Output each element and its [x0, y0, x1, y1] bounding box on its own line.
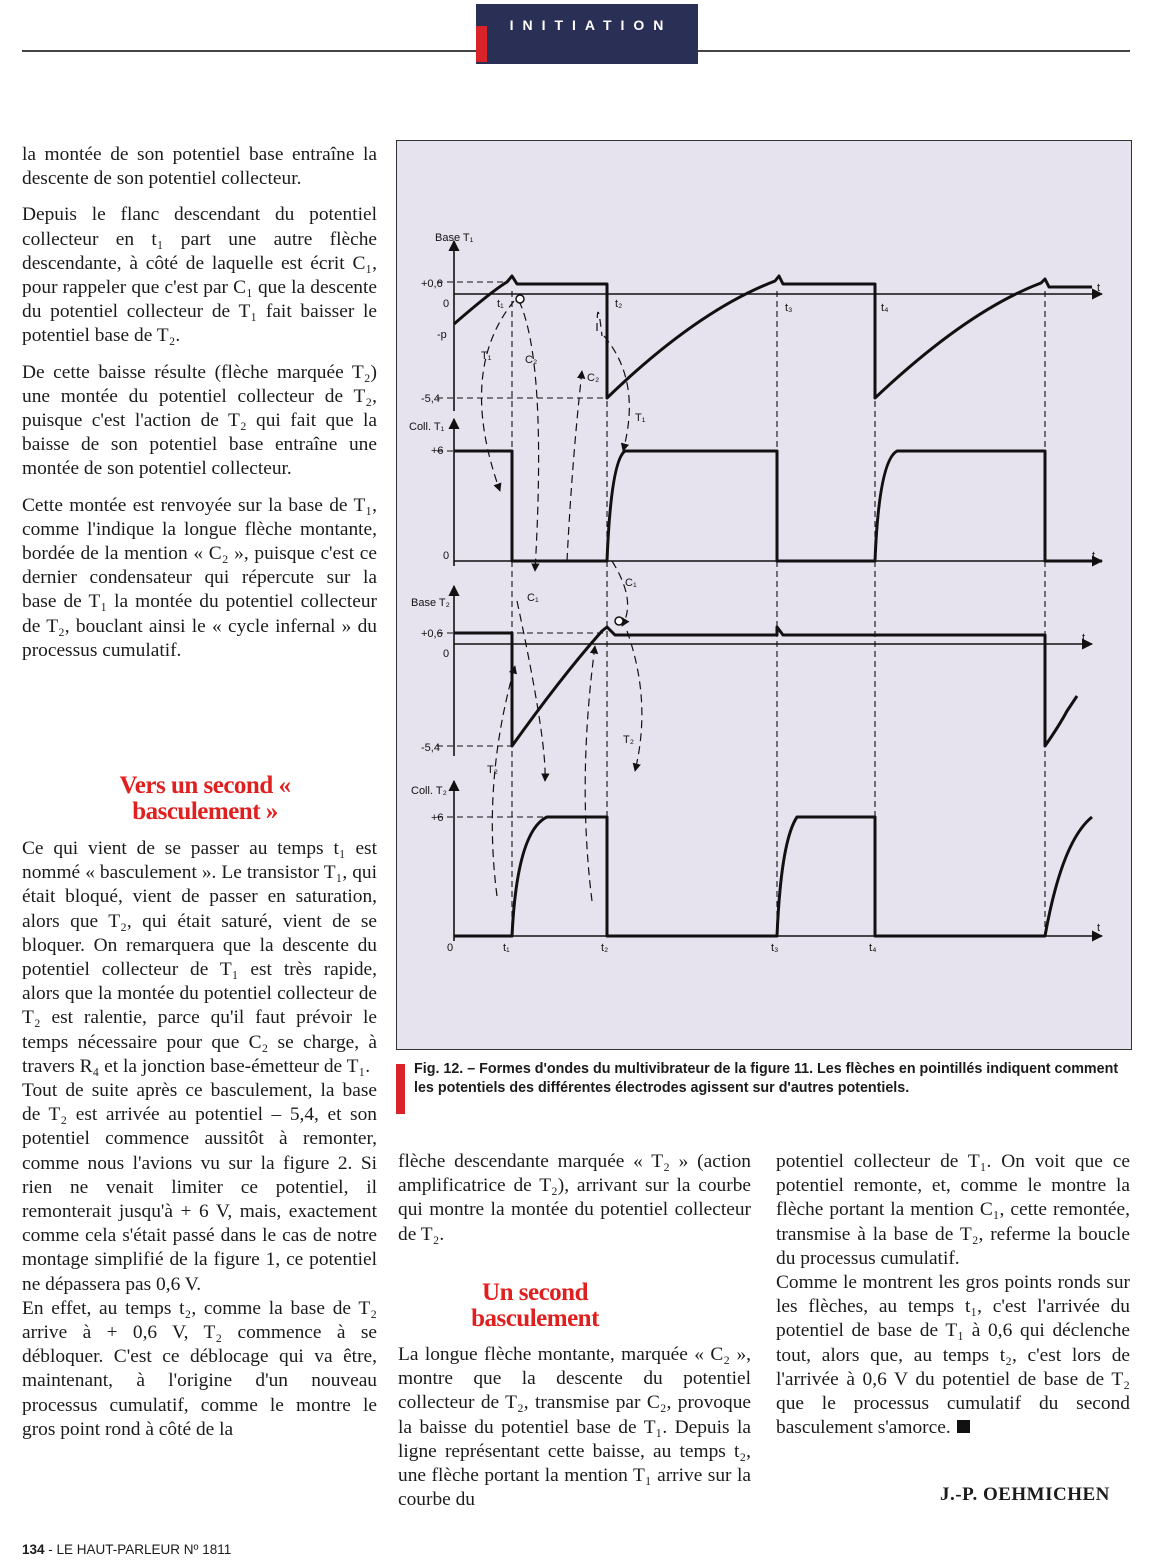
paragraph: Depuis le flanc descendant du potentiel collecteur en t₁ part une autre flèche descendante, à côté de laquelle est écrit C₁, pour rappeler que c'est par C₁ que la descente du potentiel collecteur de T₁ fait baisser le potentiel base de T₂. — [22, 204, 377, 347]
trace-coll-t2 — [454, 817, 1092, 936]
level-coll-t1-plus6: +6 — [431, 445, 444, 457]
author-signature: J.-P. OEHMICHEN — [940, 1484, 1110, 1505]
level-base-t1-p: -p — [437, 329, 447, 341]
level-base-t2-plus06: +0,6 — [421, 628, 443, 640]
level-coll-t2-plus6: +6 — [431, 812, 444, 824]
section-heading-left: Vers un second « basculement » — [119, 772, 291, 825]
trigger-point-t1 — [516, 295, 524, 303]
arrow-label: T₂ — [623, 734, 634, 746]
time-mark-t3: t₃ — [785, 302, 793, 314]
t-axis-label: t — [1097, 282, 1101, 294]
header-rule-right — [698, 50, 1130, 52]
paragraph: flèche descendante marquée « T₂ » (action amplificatrice de T₂), arrivant sur la courbe qui montre la montée du potentiel collecteur de T₂. — [398, 1151, 751, 1245]
left-column-top — [22, 143, 377, 663]
waveform-diagram — [397, 141, 1131, 1049]
trace-base-t2 — [454, 627, 1077, 746]
right-column — [776, 1150, 1130, 1440]
middle-column-top — [398, 1150, 751, 1247]
label-base-t2: Base T₂ — [411, 597, 450, 609]
paragraph: Cette montée est renvoyée sur la base de T₁, comme l'indique la longue flèche montante, bordée de la mention « C₂ », puisque c'est ce dernier condensateur qui répercute sur la base de T₁ la montée du potentiel collecteur de T₂, bouclant ainsi le « cycle infernal » du processus cumulatif. — [22, 494, 377, 661]
level-base-t1-zero: 0 — [443, 298, 450, 310]
arrow-label: C₂ — [587, 372, 600, 384]
label-base-t1: Base T₁ — [435, 232, 474, 244]
arrow-label: C₁ — [527, 592, 539, 604]
section-header — [476, 4, 698, 64]
arrow-label: C₁ — [625, 577, 637, 589]
time-mark-t1: t₁ — [503, 942, 510, 954]
level-base-t1-minus54: -5,4 — [421, 393, 440, 405]
influence-arrows — [482, 301, 642, 901]
page-footer — [22, 1542, 231, 1557]
time-mark-t1: t₁ — [497, 298, 504, 310]
t-axis-label: t — [1082, 632, 1086, 644]
end-of-article-icon — [957, 1420, 970, 1433]
time-mark-t4: t₄ — [881, 302, 889, 314]
paragraph: Ce qui vient de se passer au temps t₁ est nommé « basculement ». Le transistor T₁, qui était bloqué, vient de passer en saturation, alors que T₂, qui était saturé, vient de se bloquer. On remarquera que la descente du potentiel collecteur de T₁ est très rapide, alors que la montée du potentiel collecteur de T₂ est ralentie, parce qu'il faut prévoir le temps nécessaire pour que C₂ se charge, à travers R₄ et la jonction base-émetteur de T₁. — [22, 838, 377, 1077]
figure-caption: Fig. 12. – Formes d'ondes du multivibrateur de la figure 11. Les flèches en pointillés indiquent comment les potentiels des différentes électrodes agissent sur d'autres potentiels. — [414, 1061, 1119, 1096]
arrow-label: T₁ — [481, 350, 492, 362]
header-red-accent — [476, 26, 487, 62]
arrow-label: T₂ — [487, 764, 498, 776]
level-coll-t2-zero: 0 — [447, 942, 454, 954]
time-mark-t2: t₂ — [601, 942, 609, 954]
time-mark-t3: t₃ — [771, 942, 779, 954]
paragraph: En effet, au temps t₂, comme la base de T₂ arrive à + 0,6 V, T₂ commence à se débloquer. C'est ce déblocage qui va être, maintenant, à l'origine d'un nouveau processus cumulatif, comme le montre le gros point rond à côté de la — [22, 1297, 377, 1440]
level-base-t2-minus54: -5,4 — [421, 742, 440, 754]
section-heading-middle: Un second basculement — [471, 1279, 599, 1332]
header-rule-left — [22, 50, 476, 52]
time-mark-t4: t₄ — [869, 942, 877, 954]
arrow-label: T₁ — [635, 412, 646, 424]
middle-column-bottom — [398, 1343, 751, 1512]
arrow-label: C₂ — [525, 354, 538, 366]
t-axis-label: t — [1092, 550, 1096, 562]
paragraph: De cette baisse résulte (flèche marquée T₂) une montée du potentiel collecteur de T₂, puisque c'est l'action de T₂ qui fait que la baisse de son potentiel base entraîne une montée de son potentiel collecteur. — [22, 361, 377, 480]
time-mark-t2: t₂ — [615, 298, 623, 310]
level-base-t1-plus06: +0,6 — [421, 278, 443, 290]
caption-red-bar — [396, 1064, 405, 1114]
left-column-bottom — [22, 837, 377, 1442]
label-coll-t2: Coll. T₂ — [411, 785, 447, 797]
label-coll-t1: Coll. T₁ — [409, 421, 445, 433]
paragraph: Tout de suite après ce basculement, la base de T₂ est arrivée au potentiel – 5,4, et son potentiel commence aussitôt à remonter, comme nous l'avions vu sur la figure 2. Si rien ne venait limiter ce potentiel, il remonterait jusqu'à + 6 V, mais, exactement comme cela s'était passé dans le cas de notre montage simplifié de la figure 1, ce potentiel ne dépassera pas 0,6 V. — [22, 1080, 377, 1295]
paragraph: la montée de son potentiel base entraîne la descente de son potentiel collecteur. — [22, 144, 377, 190]
level-base-t2-zero: 0 — [443, 648, 450, 660]
section-title: INITIATION — [509, 17, 673, 33]
level-coll-t1-zero: 0 — [443, 550, 450, 562]
figure-12 — [396, 140, 1132, 1050]
t-axis-label: t — [1097, 922, 1101, 934]
publication-name: - LE HAUT-PARLEUR Nº 1811 — [44, 1542, 232, 1557]
paragraph: La longue flèche montante, marquée « C₂ », montre que la descente du potentiel collecteur de T₂, transmise par C₂, provoque la baisse du potentiel base de T₁. Depuis la ligne représentant cette baisse, au temps t₂, une flèche portant la mention T₁ arrive sur la courbe du — [398, 1344, 751, 1511]
paragraph — [776, 1271, 1130, 1440]
paragraph: potentiel collecteur de T₁. On voit que ce potentiel remonte, et, comme le montre la flèche portant la mention C₁, cette remontée, transmise à la base de T₂, referme la boucle du processus cumulatif. — [776, 1151, 1130, 1269]
trace-coll-t1 — [454, 451, 1102, 561]
trigger-point-t2 — [615, 617, 623, 625]
paragraph-text: Comme le montrent les gros points ronds sur les flèches, au temps t₁, c'est l'arrivée du potentiel de base de T₁ à 0,6 qui déclenche tout, alors que, au temps t₂, c'est lors de l'arrivée à 0,6 V du potentiel de base de T₂ que le processus cumulatif du second basculement s'amorce. — [776, 1272, 1130, 1439]
page-number: 134 — [22, 1542, 45, 1557]
